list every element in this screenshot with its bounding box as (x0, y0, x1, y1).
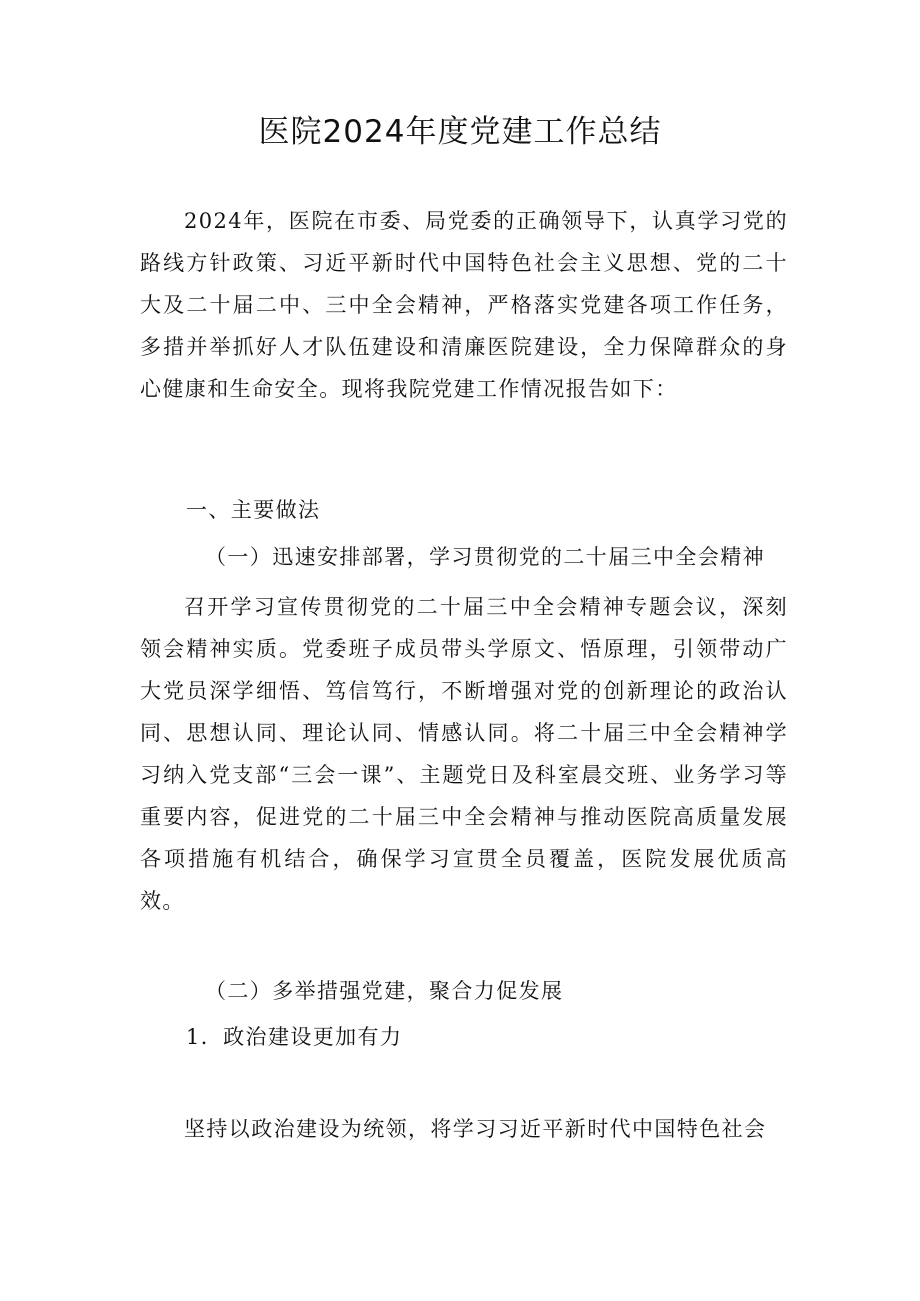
subsection-heading-2: （二）多举措强党建，聚合力促发展 (205, 979, 564, 1003)
item-heading-political-construction: 1．政治建设更加有力 (186, 1025, 403, 1049)
section-heading-main-practices: 一、主要做法 (186, 498, 321, 522)
item-1-paragraph: 坚持以政治建设为统领，将学习习近平新时代中国特色社会 (184, 1117, 767, 1141)
subsection-heading-1: （一）迅速安排部署，学习贯彻党的二十届三中全会精神 (205, 545, 765, 569)
subsection-1-paragraph: 召开学习宣传贯彻党的二十届三中全会精神专题会议，深刻领会精神实质。党委班子成员带头学原文、悟原理，引领带动广大党员深学细悟、笃信笃行，不断增强对党的创新理论的政治认同、思想认同、理论认同、情感认同。将二十届三中全会精神学习纳入党支部“三会一课”、主题党日及科室晨交班、业务学习等重要内容，促进党的二十届三中全会精神与推动医院高质量发展各项措施有机结合，确保学习宣贯全员覆盖，医院发展优质高效。 (140, 595, 788, 913)
intro-paragraph: 2024年，医院在市委、局党委的正确领导下，认真学习党的路线方针政策、习近平新时代中国特色社会主义思想、党的二十大及二十届二中、三中全会精神，严格落实党建各项工作任务，多措并举抓好人才队伍建设和清廉医院建设，全力保障群众的身心健康和生命安全。现将我院党建工作情况报告如下： (140, 209, 788, 401)
document-title: 医院2024年度党建工作总结 (258, 114, 662, 150)
